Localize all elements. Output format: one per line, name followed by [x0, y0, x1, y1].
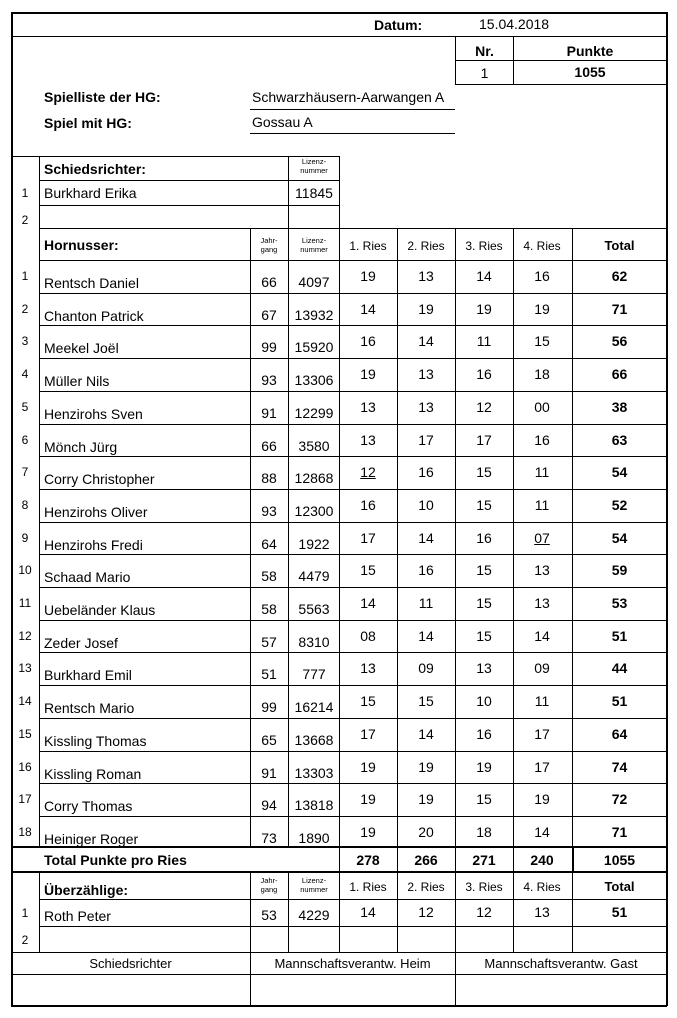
player-lizenz: 777	[302, 666, 326, 682]
nr-value: 1	[480, 65, 489, 81]
player-ries-3: 16	[476, 530, 492, 546]
player-ries-1: 19	[360, 366, 376, 382]
player-total: 71	[611, 824, 628, 840]
player-total: 64	[611, 726, 628, 742]
player-lizenz: 12300	[294, 503, 334, 519]
player-row-divider	[39, 489, 667, 490]
extras-jahrgang-header: Jahr- gang	[260, 876, 278, 894]
player-jahrgang: 99	[261, 699, 277, 715]
player-row-num: 2	[21, 302, 29, 316]
totals-ries-2: 266	[414, 852, 438, 868]
frame-bottom	[11, 1005, 667, 1007]
player-ries-3: 11	[476, 333, 492, 349]
player-lizenz: 1922	[298, 536, 330, 552]
signature-divider	[11, 974, 667, 975]
player-ries-4: 16	[534, 268, 550, 284]
player-jahrgang: 93	[261, 372, 277, 388]
player-ries-2: 14	[418, 726, 434, 742]
player-ries-1: 13	[360, 660, 376, 676]
player-ries-2: 16	[418, 464, 434, 480]
player-ries-1: 16	[360, 497, 376, 513]
extras-title: Überzählige:	[44, 882, 129, 898]
player-row-divider	[39, 620, 667, 621]
totals-grand: 1055	[603, 852, 636, 868]
player-row-num: 8	[21, 498, 29, 512]
referee-liz-right	[339, 156, 340, 228]
player-jahrgang: 58	[261, 601, 277, 617]
player-total: 44	[611, 660, 628, 676]
player-lizenz: 13818	[294, 797, 334, 813]
player-name: Meekel Joël	[44, 340, 119, 356]
player-lizenz: 13932	[294, 307, 334, 323]
player-row-num: 17	[18, 792, 32, 806]
spiel-mit-underline	[250, 133, 455, 134]
referee-head-bottom	[39, 180, 339, 181]
num-col-line	[39, 228, 40, 846]
extras-total: 51	[611, 904, 628, 920]
player-ries-1: 19	[360, 791, 376, 807]
totals-label: Total Punkte pro Ries	[44, 852, 187, 868]
player-name: Henzirohs Oliver	[44, 504, 148, 520]
player-total: 38	[611, 399, 628, 415]
player-row-divider	[39, 718, 667, 719]
player-name: Corry Thomas	[44, 798, 133, 814]
player-ries-3: 15	[476, 497, 492, 513]
player-ries-2: 14	[418, 628, 434, 644]
totals-ries-4: 240	[530, 852, 554, 868]
player-jahrgang: 88	[261, 470, 277, 486]
player-jahrgang: 66	[261, 274, 277, 290]
player-ries-4: 16	[534, 432, 550, 448]
player-lizenz: 13668	[294, 732, 334, 748]
jahrgang-header: Jahr- gang	[260, 236, 278, 254]
player-total: 53	[611, 595, 628, 611]
referee-name: Burkhard Erika	[44, 185, 137, 201]
extras-ries-3: 12	[476, 904, 492, 920]
player-ries-3: 15	[476, 595, 492, 611]
player-ries-3: 15	[476, 562, 492, 578]
player-name: Corry Christopher	[44, 471, 155, 487]
player-name: Rentsch Daniel	[44, 275, 139, 291]
player-lizenz: 15920	[294, 339, 334, 355]
player-ries-2: 14	[418, 333, 434, 349]
player-lizenz: 1890	[298, 830, 330, 846]
player-jahrgang: 51	[261, 666, 277, 682]
player-name: Rentsch Mario	[44, 700, 135, 716]
player-ries-4: 09	[534, 660, 550, 676]
player-ries-3: 12	[476, 399, 492, 415]
player-row-divider	[39, 391, 667, 392]
player-row-num: 14	[18, 694, 32, 708]
player-name: Kissling Thomas	[44, 733, 147, 749]
extras-lizenz-header: Lizenz- nummer	[300, 876, 328, 894]
player-total: 51	[611, 628, 628, 644]
player-row-divider	[39, 685, 667, 686]
player-row-num: 16	[18, 760, 32, 774]
player-row-divider	[39, 293, 667, 294]
player-ries-1: 17	[360, 726, 376, 742]
player-ries-3: 15	[476, 628, 492, 644]
player-ries-1: 13	[360, 399, 376, 415]
player-total: 59	[611, 562, 628, 578]
player-jahrgang: 66	[261, 438, 277, 454]
extras-total-header: Total	[604, 879, 635, 894]
player-lizenz: 8310	[298, 634, 330, 650]
player-ries-1: 15	[360, 562, 376, 578]
ries-header-1: 1. Ries	[349, 239, 387, 253]
total-header: Total	[604, 238, 635, 253]
player-ries-2: 19	[418, 791, 434, 807]
player-row-num: 3	[21, 334, 29, 348]
header-divider	[11, 36, 667, 37]
player-ries-2: 20	[418, 824, 434, 840]
player-ries-1: 15	[360, 693, 376, 709]
extras-ries-1: 14	[360, 904, 376, 920]
player-jahrgang: 64	[261, 536, 277, 552]
player-jahrgang: 93	[261, 503, 277, 519]
referee-row-num: 2	[21, 213, 29, 227]
player-jahrgang: 94	[261, 797, 277, 813]
player-ries-3: 18	[476, 824, 492, 840]
player-ries-3: 19	[476, 759, 492, 775]
player-total: 66	[611, 366, 628, 382]
player-row-divider	[39, 358, 667, 359]
player-ries-2: 17	[418, 432, 434, 448]
player-ries-1: 19	[360, 268, 376, 284]
player-ries-4: 11	[534, 464, 550, 480]
player-name: Uebeländer Klaus	[44, 602, 156, 618]
player-ries-2: 19	[418, 759, 434, 775]
player-jahrgang: 57	[261, 634, 277, 650]
player-ries-2: 15	[418, 693, 434, 709]
player-total: 74	[611, 759, 628, 775]
player-row-num: 1	[21, 269, 29, 283]
player-ries-4: 13	[534, 562, 550, 578]
player-ries-4: 15	[534, 333, 550, 349]
player-row-num: 15	[18, 727, 32, 741]
player-ries-1: 08	[360, 628, 376, 644]
player-ries-1: 13	[360, 432, 376, 448]
player-jahrgang: 58	[261, 568, 277, 584]
extras-bottom	[11, 952, 667, 953]
player-ries-2: 09	[418, 660, 434, 676]
player-ries-1: 14	[360, 301, 376, 317]
player-row-divider	[39, 325, 667, 326]
signature-referee-label: Schiedsrichter	[89, 956, 172, 971]
spiel-mit-label: Spiel mit HG:	[44, 115, 132, 131]
player-ries-1: 19	[360, 759, 376, 775]
player-total: 56	[611, 333, 628, 349]
player-ries-3: 16	[476, 726, 492, 742]
totals-ries-1: 278	[356, 852, 380, 868]
player-lizenz: 12299	[294, 405, 334, 421]
player-ries-1: 19	[360, 824, 376, 840]
player-ries-4: 11	[534, 693, 550, 709]
extras-row-num: 1	[21, 906, 29, 920]
player-ries-1: 16	[360, 333, 376, 349]
spielliste-underline	[250, 109, 455, 110]
player-ries-3: 15	[476, 791, 492, 807]
player-row-num: 4	[21, 367, 29, 381]
player-row-divider	[39, 456, 667, 457]
referee-title: Schiedsrichter:	[44, 161, 146, 177]
player-ries-3: 16	[476, 366, 492, 382]
player-ries-3: 19	[476, 301, 492, 317]
players-title: Hornusser:	[44, 237, 119, 253]
player-ries-4: 14	[534, 824, 550, 840]
extras-name: Roth Peter	[44, 908, 111, 924]
player-ries-4: 13	[534, 595, 550, 611]
player-name: Schaad Mario	[44, 569, 131, 585]
player-name: Henzirohs Fredi	[44, 537, 143, 553]
punkte-value: 1055	[574, 64, 606, 80]
player-ries-3: 14	[476, 268, 492, 284]
player-row-divider	[39, 652, 667, 653]
player-ries-2: 10	[418, 497, 434, 513]
totals-ries-3: 271	[472, 852, 496, 868]
extras-ries-2: 12	[418, 904, 434, 920]
player-row-num: 6	[21, 433, 29, 447]
player-name: Zeder Josef	[44, 635, 118, 651]
player-jahrgang: 91	[261, 765, 277, 781]
signature-guest-label: Mannschaftsverantw. Gast	[484, 956, 638, 971]
player-ries-1: 17	[360, 530, 376, 546]
extras-ries-header-1: 1. Ries	[349, 880, 387, 894]
player-row-num: 12	[18, 629, 32, 643]
referee-row-num: 1	[21, 186, 29, 200]
player-ries-2: 13	[418, 399, 434, 415]
player-ries-2: 16	[418, 562, 434, 578]
nr-box-bottom	[455, 84, 666, 85]
player-jahrgang: 67	[261, 307, 277, 323]
player-row-num: 18	[18, 825, 32, 839]
player-ries-4: 17	[534, 726, 550, 742]
spiel-mit-value: Gossau A	[252, 114, 313, 130]
player-name: Kissling Roman	[44, 766, 142, 782]
player-row-divider	[39, 751, 667, 752]
player-total: 51	[611, 693, 628, 709]
player-row-divider	[39, 424, 667, 425]
player-jahrgang: 73	[261, 830, 277, 846]
extras-lizenz: 4229	[298, 907, 330, 923]
spielliste-label: Spielliste der HG:	[44, 89, 161, 105]
player-ries-1: 12	[360, 464, 376, 480]
player-lizenz: 5563	[298, 601, 330, 617]
player-total: 71	[611, 301, 628, 317]
player-lizenz: 13306	[294, 372, 334, 388]
player-total: 54	[611, 464, 628, 480]
referee-row1-bottom	[39, 205, 339, 206]
extras-jahrgang: 53	[261, 907, 277, 923]
lizenz-header: Lizenz- nummer	[300, 236, 328, 254]
player-ries-3: 10	[476, 693, 492, 709]
player-lizenz: 4479	[298, 568, 330, 584]
datum-label: Datum:	[374, 17, 423, 33]
player-name: Heiniger Roger	[44, 831, 139, 847]
player-lizenz: 4097	[298, 274, 330, 290]
player-lizenz: 3580	[298, 438, 330, 454]
player-ries-3: 17	[476, 432, 492, 448]
player-row-divider	[39, 783, 667, 784]
player-total: 63	[611, 432, 628, 448]
player-lizenz: 16214	[294, 699, 334, 715]
player-row-divider	[39, 816, 667, 817]
player-ries-3: 13	[476, 660, 492, 676]
spielliste-value: Schwarzhäusern-Aarwangen A	[252, 89, 445, 105]
datum-value: 15.04.2018	[479, 16, 550, 32]
player-ries-4: 11	[534, 497, 550, 513]
player-ries-2: 14	[418, 530, 434, 546]
player-name: Mönch Jürg	[44, 439, 118, 455]
player-row-divider	[39, 554, 667, 555]
extras-row-num: 2	[21, 933, 29, 947]
player-ries-4: 19	[534, 791, 550, 807]
player-total: 54	[611, 530, 628, 546]
player-ries-2: 13	[418, 268, 434, 284]
player-row-num: 13	[18, 661, 32, 675]
extras-ries-header-4: 4. Ries	[523, 880, 561, 894]
player-row-num: 9	[21, 531, 29, 545]
player-ries-4: 18	[534, 366, 550, 382]
player-jahrgang: 91	[261, 405, 277, 421]
ries-header-2: 2. Ries	[407, 239, 445, 253]
punkte-label: Punkte	[566, 43, 614, 59]
referee-lizenz: 11845	[295, 185, 333, 201]
extras-ries-header-3: 3. Ries	[465, 880, 503, 894]
player-ries-2: 19	[418, 301, 434, 317]
frame-top	[11, 12, 667, 14]
player-ries-2: 11	[418, 595, 434, 611]
referee-lizenz-header: Lizenz- nummer	[300, 157, 328, 175]
ries-header-3: 3. Ries	[465, 239, 503, 253]
player-jahrgang: 65	[261, 732, 277, 748]
player-name: Chanton Patrick	[44, 308, 144, 324]
player-row-num: 11	[18, 596, 32, 610]
player-ries-4: 19	[534, 301, 550, 317]
player-ries-2: 13	[418, 366, 434, 382]
player-ries-4: 07	[534, 530, 550, 546]
player-row-num: 7	[21, 465, 29, 479]
player-total: 72	[611, 791, 628, 807]
player-lizenz: 13303	[294, 765, 334, 781]
extras-ries-4: 13	[534, 904, 550, 920]
player-row-num: 5	[21, 400, 29, 414]
player-total: 62	[611, 268, 628, 284]
player-lizenz: 12868	[294, 470, 334, 486]
player-row-num: 10	[18, 563, 32, 577]
nr-box-divider	[455, 60, 666, 61]
player-row-divider	[39, 522, 667, 523]
player-total: 52	[611, 497, 628, 513]
nr-label: Nr.	[475, 43, 494, 59]
player-name: Müller Nils	[44, 373, 110, 389]
extras-col-line	[39, 871, 40, 952]
signature-home-label: Mannschaftsverantw. Heim	[274, 956, 431, 971]
player-name: Henzirohs Sven	[44, 406, 143, 422]
referee-num-col	[39, 156, 40, 228]
player-ries-4: 17	[534, 759, 550, 775]
player-ries-3: 15	[476, 464, 492, 480]
extras-ries-header-2: 2. Ries	[407, 880, 445, 894]
player-row-divider	[39, 587, 667, 588]
player-ries-4: 00	[534, 399, 550, 415]
player-name: Burkhard Emil	[44, 667, 132, 683]
player-ries-4: 14	[534, 628, 550, 644]
ries-header-4: 4. Ries	[523, 239, 561, 253]
player-jahrgang: 99	[261, 339, 277, 355]
player-ries-1: 14	[360, 595, 376, 611]
